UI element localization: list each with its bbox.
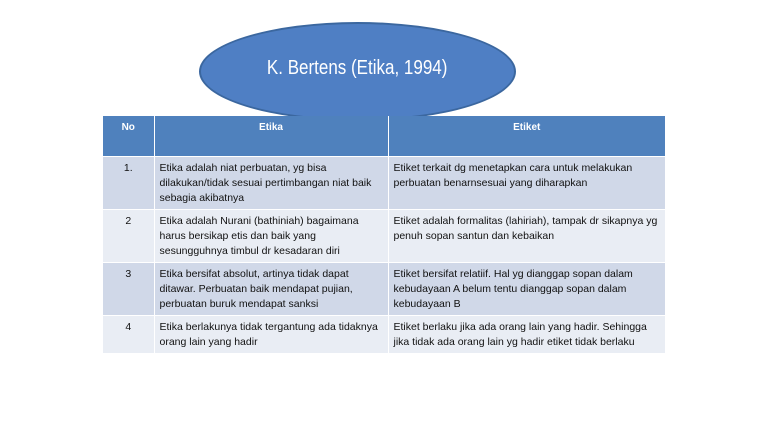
row-number: 3 [103,263,154,316]
table-row [103,157,665,210]
title-ellipse [199,22,516,121]
header-etika: Etika [154,116,388,157]
table-row [103,210,665,263]
row-number: 2 [103,210,154,263]
row-number: 4 [103,316,154,354]
table-row [103,263,665,316]
etika-cell: Etika berlakunya tidak tergantung ada tidaknya orang lain yang hadir [154,316,388,354]
etiket-cell: Etiket adalah formalitas (lahiriah), tampak dr sikapnya yg penuh sopan santun dan kebaikan [388,210,665,263]
slide-title: K. Bertens (Etika, 1994) [267,57,448,79]
header-etiket: Etiket [388,116,665,157]
table-header-row [103,116,665,157]
row-number: 1. [103,157,154,210]
table-row [103,316,665,354]
etiket-cell: Etiket berlaku jika ada orang lain yang hadir. Sehingga jika tidak ada orang lain yg hadir etiket tidak berlaku [388,316,665,354]
comparison-table [103,116,665,353]
comparison-table-wrap [103,116,665,353]
etika-cell: Etika adalah Nurani (bathiniah) bagaimana harus bersikap etis dan baik yang sesungguhnya timbul dr kesadaran diri [154,210,388,263]
header-no: No [103,116,154,157]
etika-cell: Etika adalah niat perbuatan, yg bisa dilakukan/tidak sesuai pertimbangan niat baik sebagia akibatnya [154,157,388,210]
etika-cell: Etika bersifat absolut, artinya tidak dapat ditawar. Perbuatan baik mendapat pujian, perbuatan buruk mendapat sanksi [154,263,388,316]
etiket-cell: Etiket terkait dg menetapkan cara untuk melakukan perbuatan benarnsesuai yang diharapkan [388,157,665,210]
etiket-cell: Etiket bersifat relatiif. Hal yg dianggap sopan dalam kebudayaan A belum tentu dianggap sopan dalam kebudayaan B [388,263,665,316]
